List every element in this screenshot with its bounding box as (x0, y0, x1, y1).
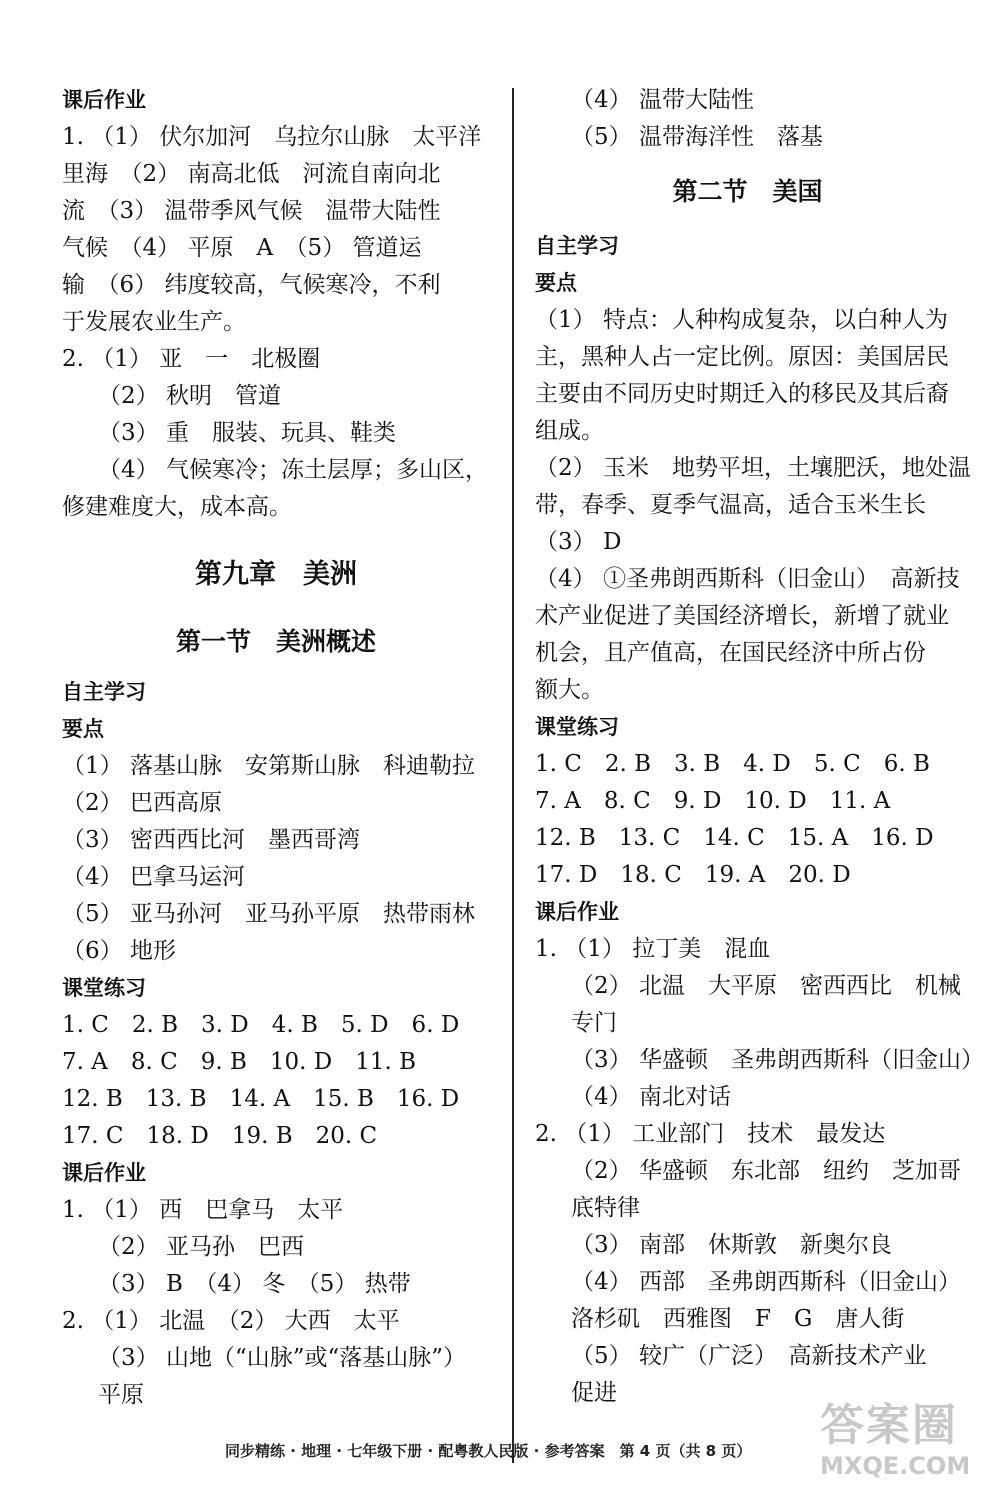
answer-line: （5） 温带海洋性 落基 (571, 124, 823, 150)
heading-yaodian: 要点 (535, 271, 577, 295)
answer-line: （4） 南北对话 (571, 1084, 731, 1110)
heading-yaodian: 要点 (62, 717, 104, 741)
answer-line: 主，黑种人占一定比例。原因：美国居民 (535, 344, 949, 370)
answer-line: 2. （1） 亚 一 北极圈 (62, 346, 321, 372)
heading-kehou-zuoye: 课后作业 (535, 900, 619, 924)
answer-line: 术产业促进了美国经济增长，新增了就业 (535, 603, 949, 629)
answer-line: 17. C 18. D 19. B 20. C (62, 1123, 378, 1149)
answer-line: 1. （1） 伏尔加河 乌拉尔山脉 太平洋 (62, 124, 482, 150)
answer-line: 12. B 13. B 14. A 15. B 16. D (62, 1086, 460, 1112)
answer-line: （4） 巴拿马运河 (62, 864, 245, 890)
answer-line: 带，春季、夏季气温高，适合玉米生长 (535, 492, 926, 518)
answer-line: 于发展农业生产。 (62, 309, 246, 335)
answer-line: 机会，且产值高，在国民经济中所占份 (535, 640, 926, 666)
answer-line: 12. B 13. C 14. C 15. A 16. D (535, 825, 934, 851)
answer-line: （2） 华盛顿 东北部 纽约 芝加哥 (571, 1158, 961, 1184)
answer-line: 1. （1） 拉丁美 混血 (535, 936, 771, 962)
answer-line: 洛杉矶 西雅图 F G 唐人街 (571, 1306, 905, 1332)
answer-line: （3） B （4） 冬 （5） 热带 (98, 1271, 411, 1297)
answer-line: （4） 温带大陆性 (571, 87, 754, 113)
answer-line: （2） 巴西高原 (62, 790, 222, 816)
answer-line: （2） 玉米 地势平坦，土壤肥沃，地处温 (535, 455, 971, 481)
chapter-title: 第九章 美洲 (195, 559, 357, 590)
page-footer: 同步精练 · 地理 · 七年级下册 · 配粤教人民版 · 参考答案 第 4 页（共 8 页） (225, 1442, 752, 1460)
section-title: 第二节 美国 (672, 177, 823, 206)
answer-line: 7. A 8. C 9. B 10. D 11. B (62, 1049, 416, 1075)
answer-line: 额大。 (535, 677, 604, 703)
watermark-text: 答案圈 (820, 1400, 958, 1451)
answer-line: （2） 秋明 管道 (98, 383, 281, 409)
section-title: 第一节 美洲概述 (175, 627, 376, 656)
answer-line: 1. C 2. B 3. B 4. D 5. C 6. B (535, 751, 930, 777)
answer-line: 气候 （4） 平原 A （5） 管道运 (62, 235, 422, 261)
heading-zizhu-xuexi: 自主学习 (535, 234, 619, 258)
answer-line: （2） 北温 大平原 密西西比 机械 (571, 973, 961, 999)
answer-line: （2） 亚马孙 巴西 (98, 1234, 304, 1260)
answer-line: 促进 (571, 1380, 617, 1406)
answer-line: 主要由不同历史时期迁入的移民及其后裔 (535, 381, 949, 407)
answer-line: 1. （1） 西 巴拿马 太平 (62, 1197, 344, 1223)
answer-line: （5） 亚马孙河 亚马孙平原 热带雨林 (62, 901, 475, 927)
answer-line: （1） 特点：人种构成复杂，以白种人为 (535, 307, 948, 333)
answer-line: 平原 (98, 1382, 144, 1408)
answer-line: （6） 地形 (62, 938, 176, 964)
right-column (535, 82, 984, 1412)
answer-line: （3） 南部 休斯敦 新奥尔良 (571, 1232, 892, 1258)
watermark-url: MXQE.COM (820, 1452, 971, 1480)
answer-line: （3） 密西西比河 墨西哥湾 (62, 827, 360, 853)
answer-line: （4） ①圣弗朗西斯科（旧金山） 高新技 (535, 566, 960, 592)
heading-zizhu-xuexi: 自主学习 (62, 680, 146, 704)
heading-ketang-lianxi: 课堂练习 (535, 715, 619, 739)
answer-line: 2. （1） 工业部门 技术 最发达 (535, 1121, 886, 1147)
answer-line: 2. （1） 北温 （2） 大西 太平 (62, 1308, 400, 1334)
heading-kehou-zuoye: 课后作业 (62, 88, 146, 112)
heading-kehou-zuoye: 课后作业 (62, 1161, 146, 1185)
answer-line: （5） 较广（广泛） 高新技术产业 (571, 1343, 927, 1369)
column-divider (512, 88, 514, 1463)
answer-line: （1） 落基山脉 安第斯山脉 科迪勒拉 (62, 753, 475, 779)
answer-line: 7. A 8. C 9. D 10. D 11. A (535, 788, 891, 814)
left-column (62, 82, 490, 1414)
answer-line: 输 （6） 纬度较高，气候寒冷，不利 (62, 272, 441, 298)
heading-ketang-lianxi: 课堂练习 (62, 976, 146, 1000)
watermark-logo (820, 1400, 990, 1495)
answer-line: （3） 重 服装、玩具、鞋类 (98, 420, 396, 446)
answer-line: 流 （3） 温带季风气候 温带大陆性 (62, 198, 441, 224)
answer-line: 里海 （2） 南高北低 河流自南向北 (62, 161, 441, 187)
answer-line: （4） 气候寒冷；冻土层厚；多山区， (98, 457, 488, 483)
answer-line: 1. C 2. B 3. D 4. B 5. D 6. D (62, 1012, 460, 1038)
answer-line: （3） D (535, 529, 622, 555)
answer-line: （3） 山地（“山脉”或“落基山脉”） (98, 1345, 466, 1371)
answer-line: 底特律 (571, 1195, 640, 1221)
answer-line: 17. D 18. C 19. A 20. D (535, 862, 851, 888)
answer-line: 组成。 (535, 418, 604, 444)
answer-line: （3） 华盛顿 圣弗朗西斯科（旧金山） (571, 1047, 984, 1073)
answer-line: 修建难度大，成本高。 (62, 494, 292, 520)
answer-line: （4） 西部 圣弗朗西斯科（旧金山） (571, 1269, 961, 1295)
answer-line: 专门 (571, 1010, 617, 1036)
